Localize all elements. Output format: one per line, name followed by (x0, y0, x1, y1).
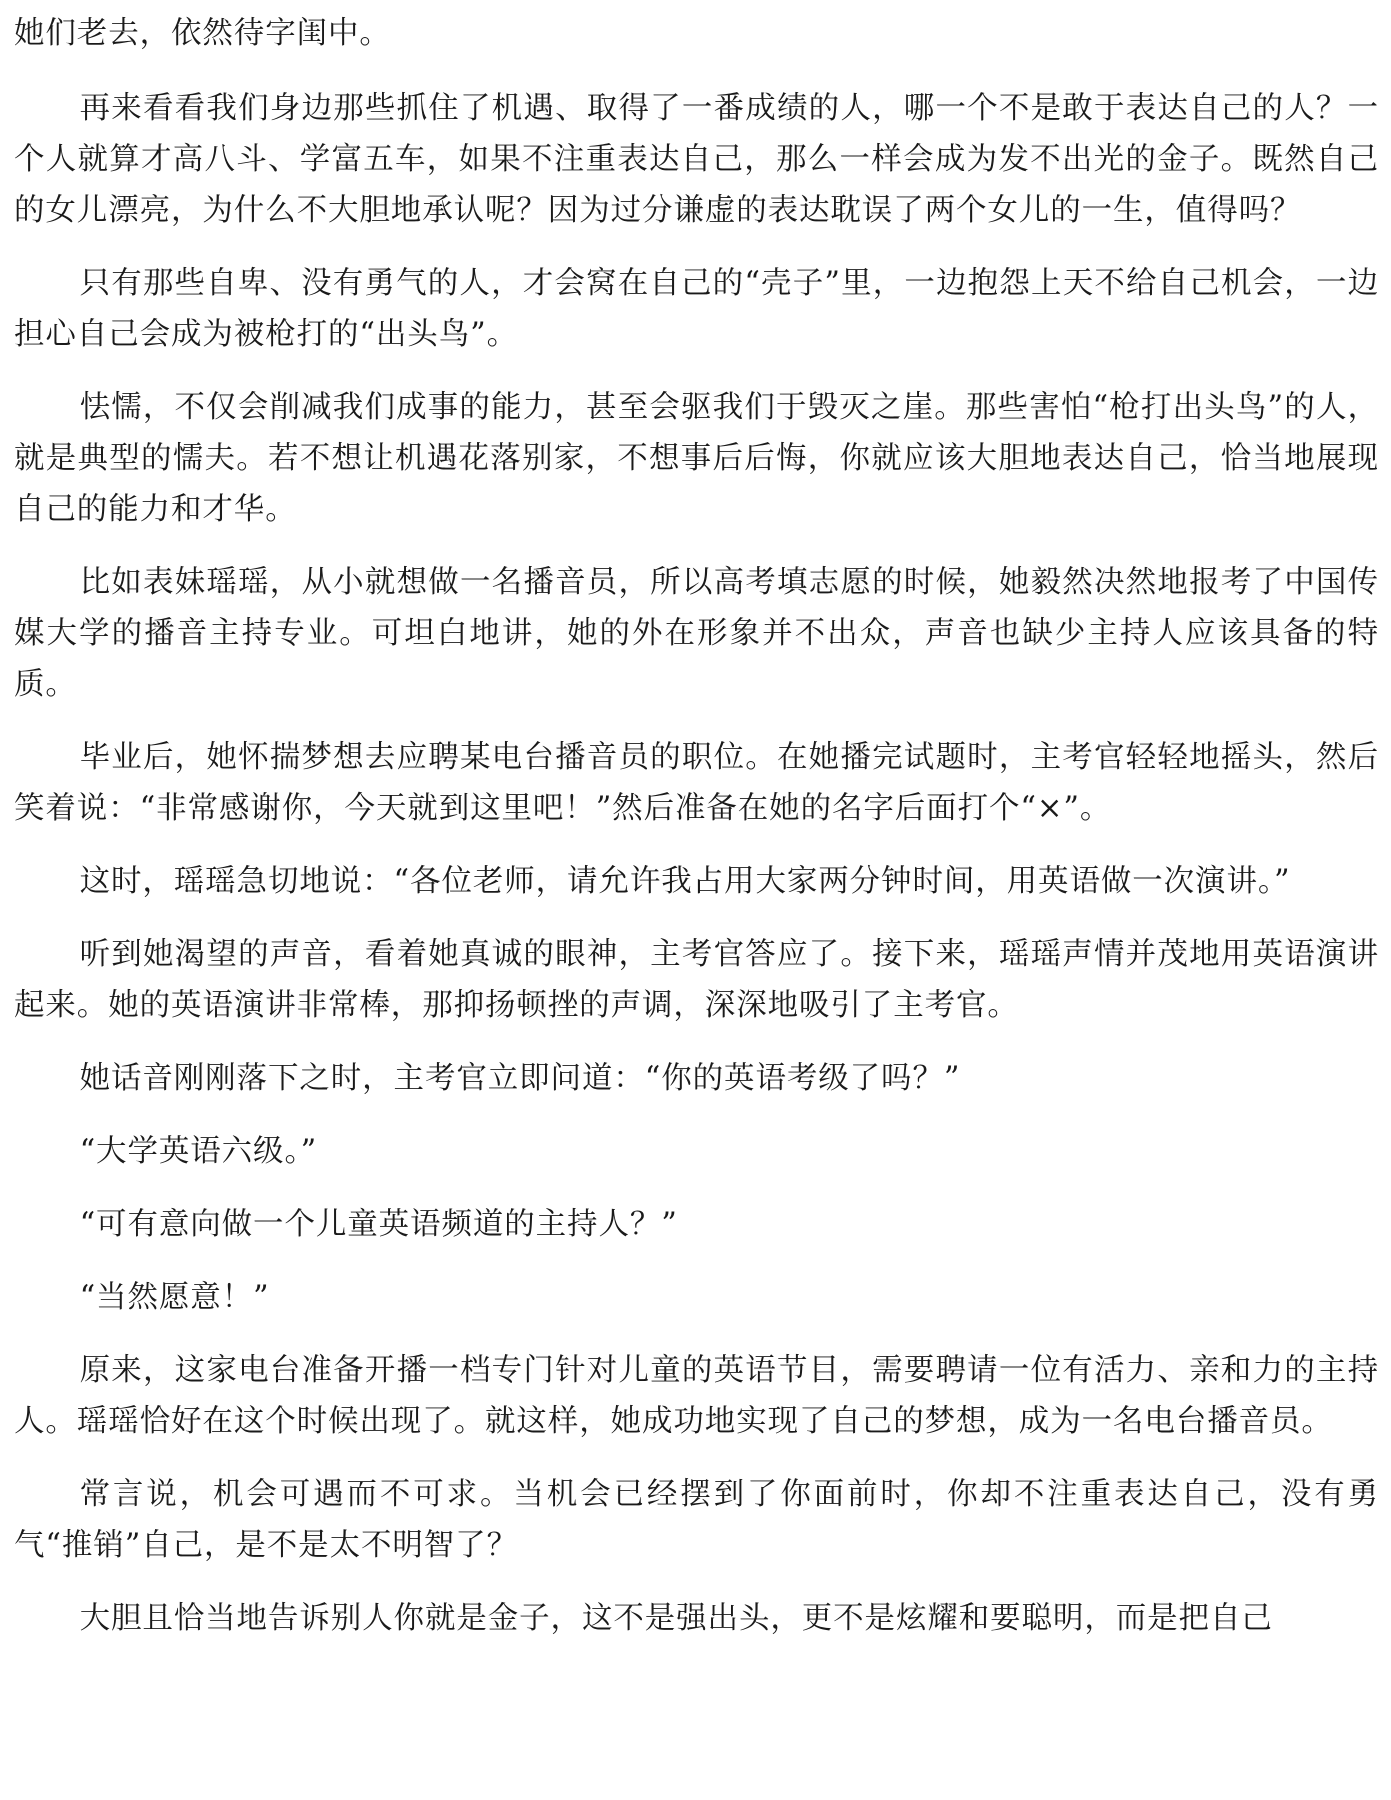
paragraph-2: 再来看看我们身边那些抓住了机遇、取得了一番成绩的人，哪一个不是敢于表达自己的人？一个人就算才高八斗、学富五车，如果不注重表达自己，那么一样会成为发不出光的金子。既然自己的女儿漂亮，为什么不大胆地承认呢？因为过分谦虚的表达耽误了两个女儿的一生，值得吗？ (14, 91, 1379, 228)
paragraph-5: 比如表妹瑶瑶，从小就想做一名播音员，所以高考填志愿的时候，她毅然决然地报考了中国传媒大学的播音主持专业。可坦白地讲，她的外在形象并不出众，声音也缺少主持人应该具备的特质。 (14, 565, 1379, 702)
paragraph-14: 常言说，机会可遇而不可求。当机会已经摆到了你面前时，你却不注重表达自己，没有勇气“推销”自己，是不是太不明智了？ (14, 1477, 1379, 1563)
paragraph-1: 她们老去，依然待字闺中。 (14, 16, 391, 51)
paragraph-3: 只有那些自卑、没有勇气的人，才会窝在自己的“壳子”里，一边抱怨上天不给自己机会，一边担心自己会成为被枪打的“出头鸟”。 (14, 266, 1379, 352)
paragraph-8: 听到她渴望的声音，看着她真诚的眼神，主考官答应了。接下来，瑶瑶声情并茂地用英语演讲起来。她的英语演讲非常棒，那抑扬顿挫的声调，深深地吸引了主考官。 (14, 937, 1379, 1023)
paragraph-11: “可有意向做一个儿童英语频道的主持人？” (79, 1207, 678, 1242)
paragraph-15: 大胆且恰当地告诉别人你就是金子，这不是强出头，更不是炫耀和要聪明，而是把自己 (79, 1601, 1273, 1636)
body-text (14, 8, 1379, 1666)
paragraph-6: 毕业后，她怀揣梦想去应聘某电台播音员的职位。在她播完试题时，主考官轻轻地摇头，然后笑着说：“非常感谢你，今天就到这里吧！”然后准备在她的名字后面打个“×”。 (14, 740, 1379, 826)
paragraph-9: 她话音刚刚落下之时，主考官立即问道：“你的英语考级了吗？” (79, 1061, 961, 1096)
paragraph-10: “大学英语六级。” (79, 1134, 318, 1169)
paragraph-4: 怯懦，不仅会削减我们成事的能力，甚至会驱我们于毁灭之崖。那些害怕“枪打出头鸟”的人，就是典型的懦夫。若不想让机遇花落别家，不想事后后悔，你就应该大胆地表达自己，恰当地展现自己的能力和才华。 (14, 390, 1379, 527)
paragraph-13: 原来，这家电台准备开播一档专门针对儿童的英语节目，需要聘请一位有活力、亲和力的主持人。瑶瑶恰好在这个时候出现了。就这样，她成功地实现了自己的梦想，成为一名电台播音员。 (14, 1353, 1379, 1439)
paragraph-7: 这时，瑶瑶急切地说：“各位老师，请允许我占用大家两分钟时间，用英语做一次演讲。” (79, 864, 1291, 899)
paragraph-12: “当然愿意！” (79, 1280, 270, 1315)
